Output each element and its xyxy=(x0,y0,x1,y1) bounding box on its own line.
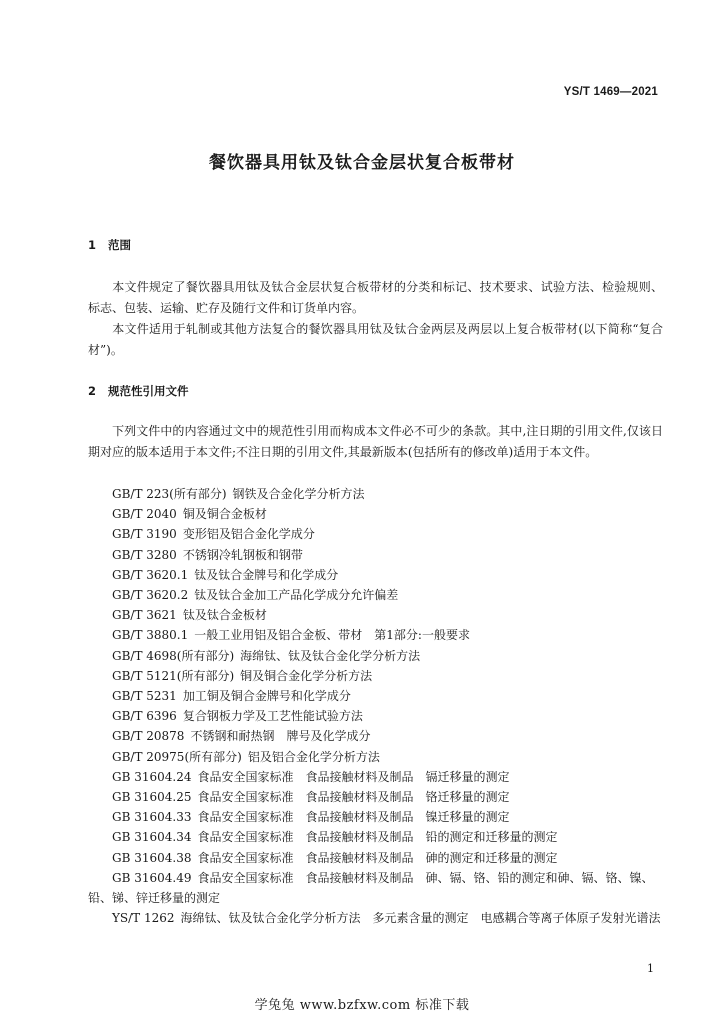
reference-code: GB/T 20975(所有部分) xyxy=(112,749,242,764)
reference-code: GB 31604.34 xyxy=(112,830,192,845)
reference-item xyxy=(88,565,688,585)
reference-name: 铜及铜合金化学分析方法 xyxy=(240,668,373,683)
section-2-title: 规范性引用文件 xyxy=(108,384,189,398)
reference-item xyxy=(88,827,688,847)
section-1-paragraph-2 xyxy=(88,319,663,361)
reference-name: 食品安全国家标准 食品接触材料及制品 铅的测定和迁移量的测定 xyxy=(197,830,558,845)
reference-item xyxy=(88,605,688,625)
reference-item xyxy=(88,908,663,928)
reference-name: 不锈钢冷轧钢板和钢带 xyxy=(182,547,303,562)
section-1-heading xyxy=(88,237,131,253)
reference-name: 钛及钛合金加工产品化学成分允许偏差 xyxy=(194,588,399,603)
reference-code: GB 31604.38 xyxy=(112,850,192,865)
reference-name: 海绵钛、钛及钛合金化学分析方法 xyxy=(240,648,421,663)
reference-item xyxy=(88,868,663,908)
section-1-number: 1 xyxy=(88,238,97,252)
reference-item xyxy=(88,625,688,645)
reference-item xyxy=(88,585,688,605)
reference-name: 铝及铝合金化学分析方法 xyxy=(247,749,380,764)
reference-name: 食品安全国家标准 食品接触材料及制品 镍迁移量的测定 xyxy=(197,810,510,825)
reference-item xyxy=(88,504,688,524)
reference-code: GB/T 3280 xyxy=(112,547,177,562)
reference-name: 钛及钛合金板材 xyxy=(182,608,267,623)
reference-item xyxy=(88,747,688,767)
section-2-intro xyxy=(88,421,663,463)
reference-code: GB 31604.25 xyxy=(112,790,192,805)
reference-name: 钛及钛合金牌号和化学成分 xyxy=(194,567,339,582)
reference-item xyxy=(88,848,688,868)
page-number: 1 xyxy=(647,962,654,975)
standard-code: YS/T 1469—2021 xyxy=(563,86,658,98)
reference-name: 一般工业用铝及铝合金板、带材 第1部分:一般要求 xyxy=(194,628,470,643)
reference-code: GB/T 3621 xyxy=(112,608,177,623)
reference-name: 食品安全国家标准 食品接触材料及制品 铬迁移量的测定 xyxy=(197,790,510,805)
reference-name: 钢铁及合金化学分析方法 xyxy=(232,487,365,501)
document-title: 餐饮器具用钛及钛合金层状复合板带材 xyxy=(209,153,515,173)
reference-item xyxy=(88,726,688,746)
reference-list xyxy=(88,484,688,928)
reference-item xyxy=(88,646,688,666)
reference-item xyxy=(88,767,688,787)
reference-code: GB/T 3620.2 xyxy=(112,588,189,603)
reference-item xyxy=(88,666,688,686)
reference-code: GB/T 6396 xyxy=(112,709,177,724)
reference-code: GB/T 5121(所有部分) xyxy=(112,668,235,683)
section-2-intro-text: 下列文件中的内容通过文中的规范性引用而构成本文件必不可少的条款。其中,注日期的引用文件,仅该日期对应的版本适用于本文件;不注日期的引用文件,其最新版本(包括所有的修改单)适用于本文件。 xyxy=(88,424,663,459)
reference-name: 食品安全国家标准 食品接触材料及制品 砷的测定和迁移量的测定 xyxy=(197,850,558,865)
section-1-title: 范围 xyxy=(108,238,131,252)
reference-name: 加工铜及铜合金牌号和化学成分 xyxy=(182,689,351,704)
reference-name: 海绵钛、钛及钛合金化学分析方法 多元素含量的测定 电感耦合等离子体原子发射光谱法 xyxy=(180,911,661,926)
section-2-number: 2 xyxy=(88,384,97,398)
section-1-paragraph-1-text: 本文件规定了餐饮器具用钛及钛合金层状复合板带材的分类和标记、技术要求、试验方法、检验规则、标志、包装、运输、贮存及随行文件和订货单内容。 xyxy=(88,280,663,315)
reference-name: 复合钢板力学及工艺性能试验方法 xyxy=(182,709,363,724)
reference-code: GB/T 4698(所有部分) xyxy=(112,648,235,663)
reference-item xyxy=(88,807,688,827)
reference-code: YS/T 1262 xyxy=(112,911,175,926)
reference-name: 铜及铜合金板材 xyxy=(182,507,267,522)
section-2-heading xyxy=(88,383,189,399)
reference-code: GB/T 20878 xyxy=(112,729,185,744)
reference-item xyxy=(88,686,688,706)
footer-watermark: 学兔兔 www.bzfxw.com 标准下载 xyxy=(254,998,470,1013)
reference-name: 变形铝及铝合金化学成分 xyxy=(182,527,315,542)
reference-code: GB/T 223(所有部分) xyxy=(112,487,227,501)
reference-code: GB 31604.49 xyxy=(112,870,192,885)
reference-code: GB/T 3620.1 xyxy=(112,567,189,582)
reference-name: 食品安全国家标准 食品接触材料及制品 镉迁移量的测定 xyxy=(197,769,510,784)
reference-item xyxy=(88,484,688,504)
reference-name: 不锈钢和耐热钢 牌号及化学成分 xyxy=(190,729,371,744)
reference-item xyxy=(88,524,688,544)
reference-code: GB/T 3880.1 xyxy=(112,628,189,643)
section-1-paragraph-2-text: 本文件适用于轧制或其他方法复合的餐饮器具用钛及钛合金两层及两层以上复合板带材(以下简称“复合材”)。 xyxy=(88,322,663,357)
reference-code: GB 31604.24 xyxy=(112,769,192,784)
reference-code: GB 31604.33 xyxy=(112,810,192,825)
reference-code: GB/T 3190 xyxy=(112,527,177,542)
reference-name: 食品安全国家标准 食品接触材料及制品 砷、镉、铬、铅的测定和砷、镉、铬、镍、铅、锑、锌迁移量的测定 xyxy=(88,870,654,906)
reference-code: GB/T 5231 xyxy=(112,689,177,704)
reference-item xyxy=(88,706,688,726)
reference-code: GB/T 2040 xyxy=(112,507,177,522)
section-1-paragraph-1 xyxy=(88,277,663,319)
reference-item xyxy=(88,545,688,565)
reference-item xyxy=(88,787,688,807)
